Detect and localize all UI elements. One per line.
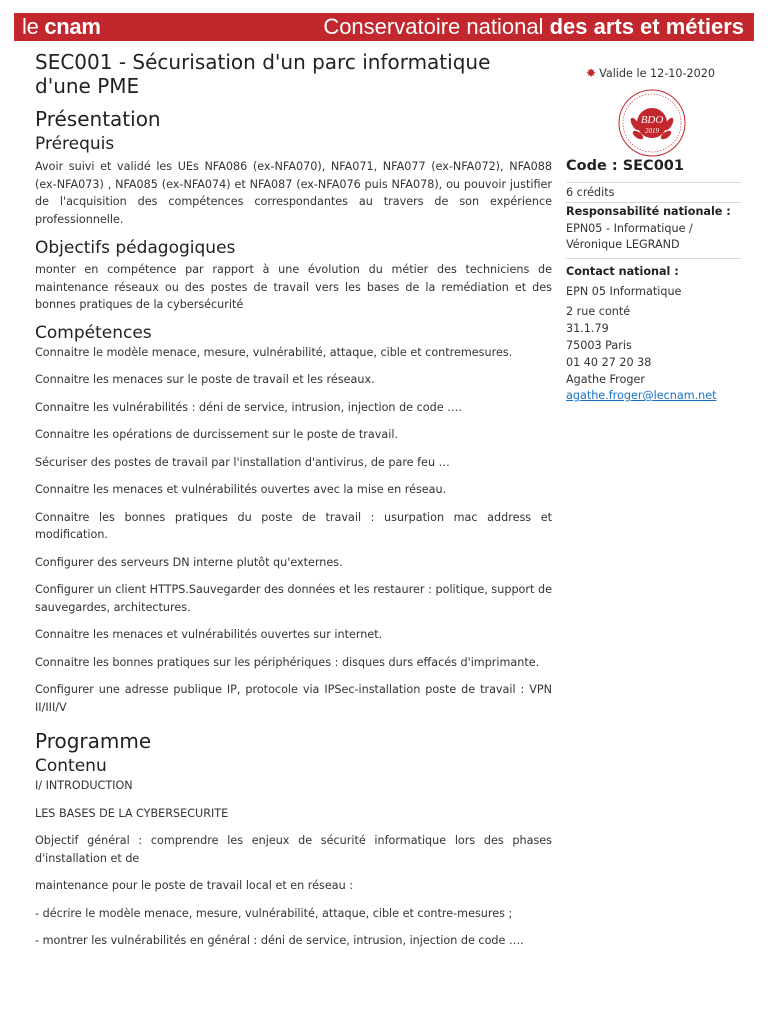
competences-heading: Compétences <box>35 322 152 343</box>
competence-item: Configurer une adresse publique IP, protocole via IPSec-installation poste de travail : VPN II/III/V <box>35 683 552 714</box>
contact-label: Contact national : <box>566 265 679 278</box>
competence-item: Configurer des serveurs DN interne plutôt qu'externes. <box>35 555 343 569</box>
email-text[interactable]: agathe.froger@lecnam.net <box>566 389 717 402</box>
institution-name <box>323 13 744 41</box>
competence-item: Sécuriser des postes de travail par l'installation d'antivirus, de pare feu … <box>35 455 450 469</box>
programme-paragraph: maintenance pour le poste de travail local et en réseau : <box>35 879 354 892</box>
competence-item: Connaitre les menaces et vulnérabilités ouvertes sur internet. <box>35 628 383 641</box>
competence-item: Connaitre les opérations de durcissement sur le poste de travail. <box>35 428 399 441</box>
programme-paragraph: LES BASES DE LA CYBERSECURITE <box>35 806 229 820</box>
divider <box>566 182 741 183</box>
star-icon: ✸ <box>586 66 597 80</box>
objectives-text: monter en compétence par rapport à une évolution du métier des techniciens de maintenance réseaux ou des postes de travail vers les bases de la remédiation et des bonnes pratiques de la cybersécurité <box>35 263 552 311</box>
prereq-heading: Prérequis <box>35 134 115 154</box>
programme-content <box>35 777 552 950</box>
contact-line: EPN 05 Informatique <box>566 285 682 298</box>
contact-line: Agathe Froger <box>566 373 645 386</box>
competence-item: Connaitre les bonnes pratiques sur les périphériques : disques durs effacés d'imprimante. <box>35 655 540 669</box>
competences-list <box>35 344 552 717</box>
divider <box>566 258 741 259</box>
divider <box>566 202 741 203</box>
institution-regular: Conservatoire national <box>323 14 550 39</box>
page-title: SEC001 - Sécurisation d'un parc informatique d'une PME <box>35 50 491 98</box>
main-content <box>35 50 552 950</box>
resp-line: Véronique LEGRAND <box>566 238 680 251</box>
header-banner <box>14 13 754 41</box>
programme-heading: Programme <box>35 729 152 753</box>
competence-item: Connaitre le modèle menace, mesure, vulnérabilité, attaque, cible et contremesures. <box>35 345 513 359</box>
presentation-heading: Présentation <box>35 107 161 131</box>
programme-paragraph: Objectif général : comprendre les enjeux de sécurité informatique lors des phases d'installation et de <box>35 834 552 865</box>
course-code: Code : SEC001 <box>566 158 684 174</box>
validity-text: Valide le 12-10-2020 <box>599 67 716 80</box>
competence-item: Connaitre les menaces et vulnérabilités ouvertes avec la mise en réseau. <box>35 483 447 496</box>
seal-text: BDO <box>640 114 664 126</box>
credits: 6 crédits <box>566 186 615 199</box>
validity-badge <box>586 66 715 80</box>
competence-item: Configurer un client HTTPS.Sauvegarder des données et les restaurer : politique, support de sauvegardes, architectures. <box>35 583 552 614</box>
contact-line: 75003 Paris <box>566 339 632 352</box>
competence-item: Connaitre les menaces sur le poste de travail et les réseaux. <box>35 373 375 386</box>
contenu-heading: Contenu <box>35 756 107 776</box>
logo-prefix: le <box>22 14 45 39</box>
contact-line: 01 40 27 20 38 <box>566 356 652 369</box>
cnam-logo[interactable] <box>22 13 101 41</box>
programme-paragraph: I/ INTRODUCTION <box>35 779 133 792</box>
logo-bold: cnam <box>44 14 101 39</box>
institution-bold: des arts et métiers <box>549 14 744 39</box>
programme-paragraph: - décrire le modèle menace, mesure, vulnérabilité, attaque, cible et contre-mesures ; <box>35 906 513 920</box>
prereq-text: Avoir suivi et validé les UEs NFA086 (ex-NFA070), NFA071, NFA077 (ex-NFA072), NFA088 (ex-NFA073) , NFA085 (ex-NFA074) et NFA087 (ex-NFA076 puis NFA078), ou pouvoir justifier de l'acquisition des compétences correspondantes au travers de son expérience professionnelle. <box>35 160 552 226</box>
quality-seal-icon <box>615 88 689 158</box>
contact-line: 31.1.79 <box>566 322 609 335</box>
resp-line: EPN05 - Informatique / <box>566 222 693 235</box>
contact-email-link[interactable] <box>566 388 717 405</box>
programme-paragraph: - montrer les vulnérabilités en général : déni de service, intrusion, injection de code …. <box>35 934 524 947</box>
resp-label: Responsabilité nationale : <box>566 205 731 218</box>
seal-year: 2019 <box>645 127 659 135</box>
objectives-heading: Objectifs pédagogiques <box>35 238 236 258</box>
competence-item: Connaitre les bonnes pratiques du poste de travail : usurpation mac address et modification. <box>35 510 552 541</box>
competence-item: Connaitre les vulnérabilités : déni de service, intrusion, injection de code …. <box>35 400 462 414</box>
contact-line: 2 rue conté <box>566 305 631 318</box>
